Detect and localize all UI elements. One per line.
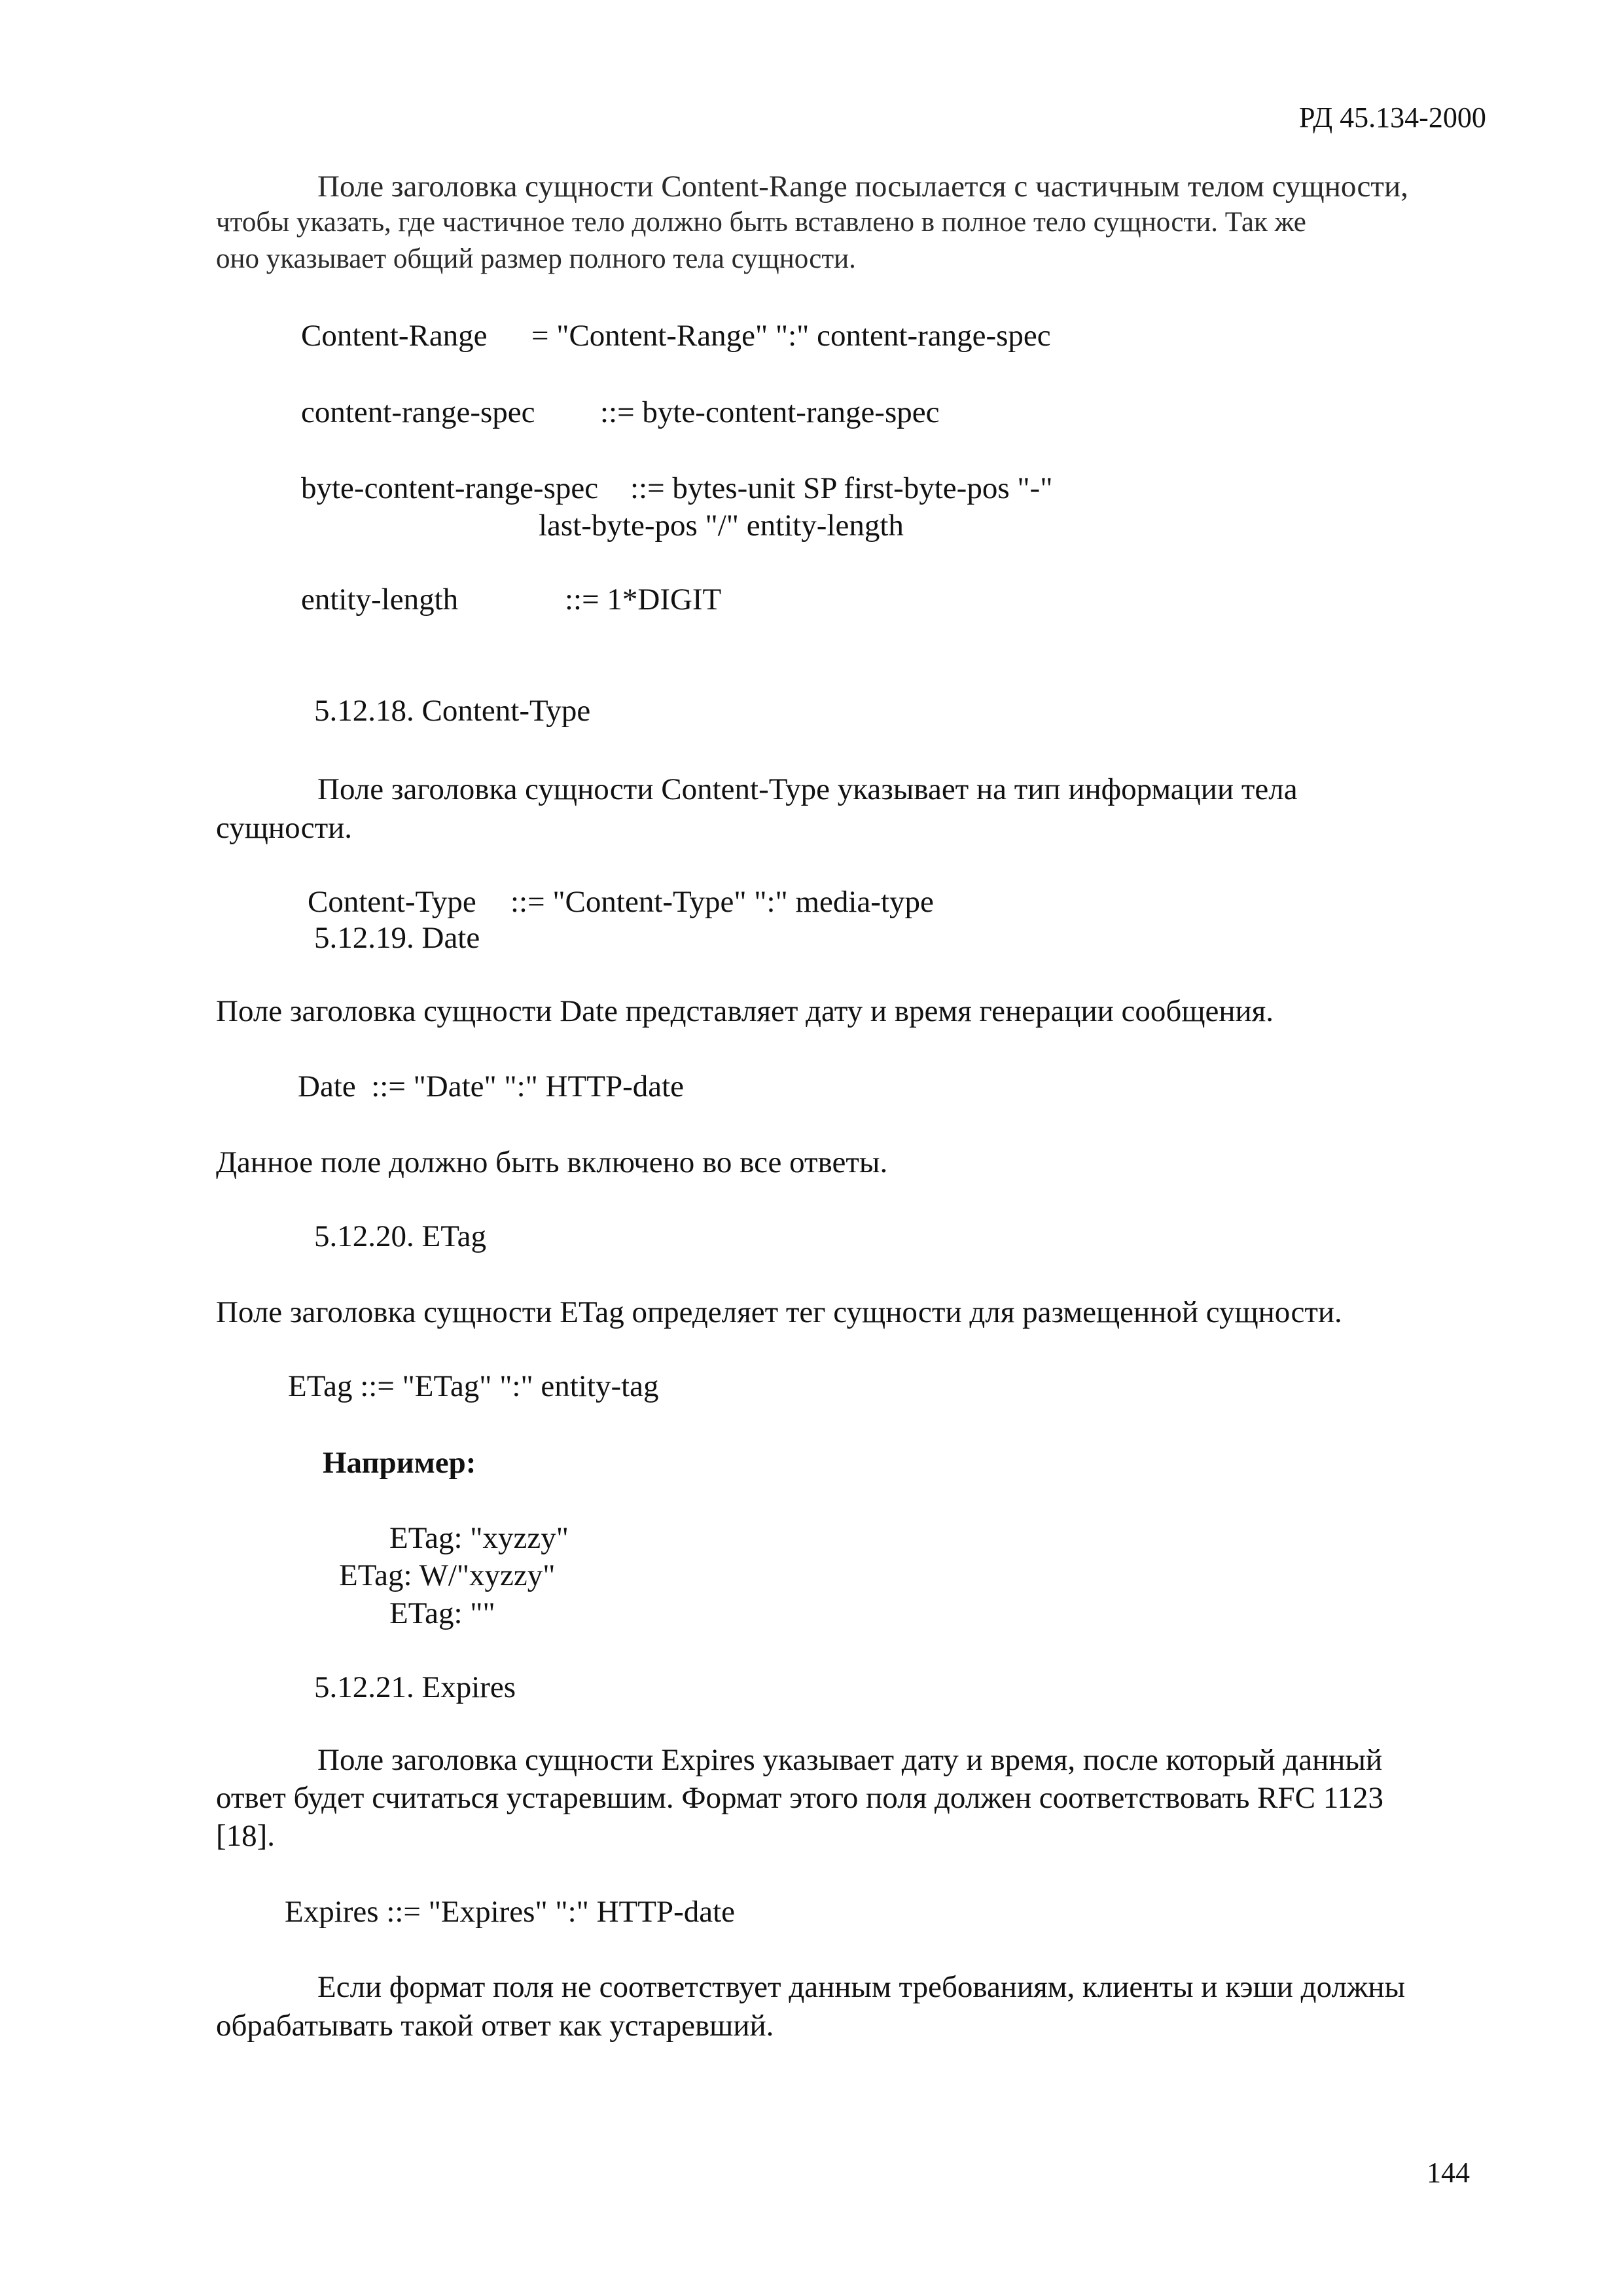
rule-byte-content-range-spec-continuation: last-byte-pos "/" entity-length xyxy=(539,509,904,543)
rule-content-range-name: Content-Range xyxy=(301,319,488,353)
content-type-text-line-2: сущности. xyxy=(216,811,353,845)
etag-text: Поле заголовка сущности ETag определяет тег сущности для размещенной сущности. xyxy=(216,1295,1342,1329)
rule-content-range-spec-name: content-range-spec xyxy=(301,395,535,429)
content-range-intro-line-2: чтобы указать, где частичное тело должно быть вставлено в полное тело сущности. Так же xyxy=(216,207,1306,238)
expires-note-line-2: обрабатывать такой ответ как устаревший. xyxy=(216,2009,774,2043)
page-number: 144 xyxy=(1427,2157,1470,2189)
content-range-intro-line-3: оно указывает общий размер полного тела сущности. xyxy=(216,243,856,274)
rule-content-type-def: ::= "Content-Type" ":" media-type xyxy=(510,885,934,919)
rule-expires: Expires ::= "Expires" ":" HTTP-date xyxy=(285,1895,735,1929)
expires-note-line-1: Если формат поля не соответствует данным требованиям, клиенты и кэши должны xyxy=(317,1970,1406,2004)
date-note: Данное поле должно быть включено во все ответы. xyxy=(216,1145,888,1179)
rule-date: Date ::= "Date" ":" HTTP-date xyxy=(298,1069,685,1103)
rule-byte-content-range-spec-def: ::= bytes-unit SP first-byte-pos "-" xyxy=(630,471,1053,505)
etag-example-2: ETag: W/"xyzzy" xyxy=(339,1558,556,1592)
heading-date: 5.12.19. Date xyxy=(314,921,480,955)
content-range-intro-line-1: Поле заголовка сущности Content-Range посылается с частичным телом сущности, xyxy=(317,170,1408,204)
heading-etag: 5.12.20. ETag xyxy=(314,1219,486,1253)
rule-content-range-def: = "Content-Range" ":" content-range-spec xyxy=(531,319,1051,353)
rule-etag: ETag ::= "ETag" ":" entity-tag xyxy=(288,1369,659,1403)
rule-content-type-name: Content-Type xyxy=(308,885,476,919)
rule-entity-length-def: ::= 1*DIGIT xyxy=(565,583,722,617)
rule-byte-content-range-spec-name: byte-content-range-spec xyxy=(301,471,599,505)
content-type-text-line-1: Поле заголовка сущности Content-Type указывает на тип информации тела xyxy=(317,772,1298,806)
heading-content-type: 5.12.18. Content-Type xyxy=(314,694,591,728)
expires-text-line-2: ответ будет считаться устаревшим. Формат этого поля должен соответствовать RFC 1123 xyxy=(216,1781,1384,1815)
etag-example-3: ETag: "" xyxy=(389,1596,495,1630)
etag-example-label: Например: xyxy=(323,1446,476,1480)
etag-example-1: ETag: "xyzzy" xyxy=(389,1521,569,1555)
heading-expires: 5.12.21. Expires xyxy=(314,1670,516,1704)
rule-content-range-spec-def: ::= byte-content-range-spec xyxy=(600,395,940,429)
document-id: РД 45.134-2000 xyxy=(1299,101,1486,134)
rule-entity-length-name: entity-length xyxy=(301,583,459,617)
expires-text-line-1: Поле заголовка сущности Expires указывает дату и время, после который данный xyxy=(317,1743,1383,1777)
expires-text-line-3: [18]. xyxy=(216,1819,276,1853)
date-text: Поле заголовка сущности Date представляет дату и время генерации сообщения. xyxy=(216,994,1274,1028)
